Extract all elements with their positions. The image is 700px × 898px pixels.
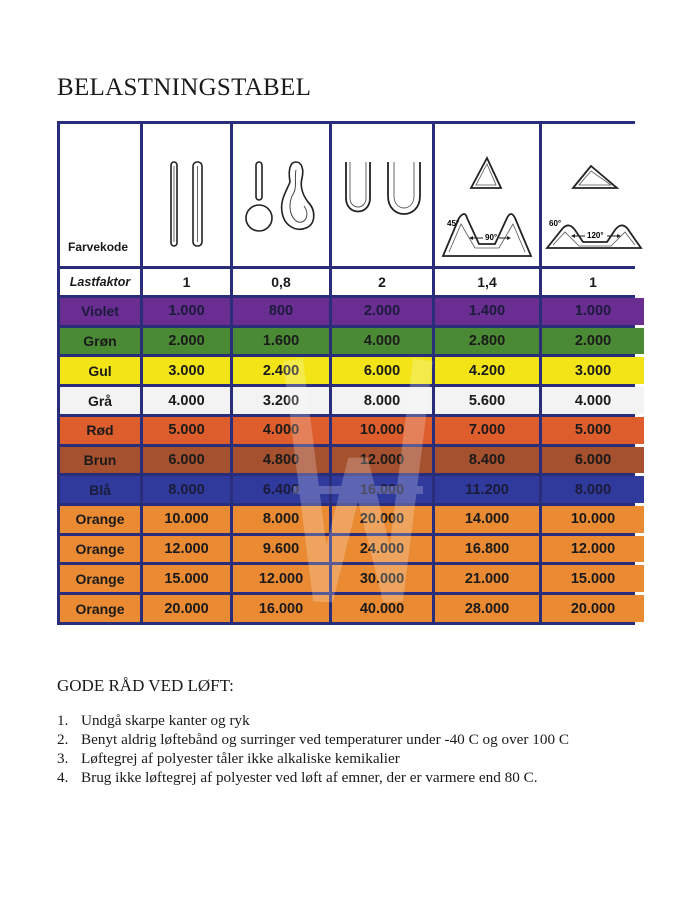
load-value: 12.000 [542, 536, 644, 563]
load-value: 4.000 [143, 387, 230, 414]
lastfaktor-value: 1 [542, 269, 644, 295]
lastfaktor-value: 1,4 [435, 269, 539, 295]
triangle-60-120-icon [543, 148, 643, 266]
color-name: Grå [60, 387, 140, 414]
load-value: 11.200 [435, 476, 539, 503]
angle-90-label: 90° [485, 233, 498, 243]
load-value: 30.000 [332, 565, 432, 592]
color-name: Orange [60, 536, 140, 563]
load-value: 8.000 [233, 506, 329, 533]
angle-60-120-cell [542, 124, 644, 266]
load-value: 16.000 [233, 595, 329, 622]
color-row [60, 298, 644, 325]
load-value: 3.200 [233, 387, 329, 414]
load-value: 6.000 [332, 357, 432, 384]
load-value: 3.000 [542, 357, 644, 384]
basket-lift-cell [332, 124, 432, 266]
angle-120-label: 120° [587, 231, 604, 241]
load-value: 20.000 [332, 506, 432, 533]
load-value: 16.000 [332, 476, 432, 503]
color-row [60, 476, 644, 503]
load-value: 28.000 [435, 595, 539, 622]
load-value: 3.000 [143, 357, 230, 384]
color-row [60, 328, 644, 355]
color-name: Orange [60, 595, 140, 622]
page-title: BELASTNINGSTABEL [57, 74, 312, 101]
color-row [60, 565, 644, 592]
color-row [60, 536, 644, 563]
load-value: 1.400 [435, 298, 539, 325]
color-name: Rød [60, 417, 140, 444]
icon-header-row [60, 124, 644, 266]
load-value: 1.000 [143, 298, 230, 325]
advice-item: 1. Undgå skarpe kanter og ryk [57, 712, 250, 729]
load-value: 12.000 [143, 536, 230, 563]
lastfaktor-value: 0,8 [233, 269, 329, 295]
color-name: Blå [60, 476, 140, 503]
load-value: 2.000 [542, 328, 644, 355]
load-value: 15.000 [542, 565, 644, 592]
farvekode-header: Farvekode [60, 124, 140, 266]
load-value: 2.400 [233, 357, 329, 384]
load-value: 10.000 [542, 506, 644, 533]
color-name: Violet [60, 298, 140, 325]
lastfaktor-value: 2 [332, 269, 432, 295]
advice-heading: GODE RÅD VED LØFT: [57, 676, 234, 695]
load-value: 5.600 [435, 387, 539, 414]
load-value: 5.000 [143, 417, 230, 444]
lastfaktor-label: Lastfaktor [60, 269, 140, 295]
color-row [60, 506, 644, 533]
angle-45-label: 45° [447, 219, 460, 229]
color-name: Brun [60, 447, 140, 474]
color-row [60, 595, 644, 622]
advice-item: 2. Benyt aldrig løftebånd og surringer ved temperaturer under -40 C og over 100 C [57, 731, 569, 748]
load-value: 24.000 [332, 536, 432, 563]
color-row [60, 387, 644, 414]
load-value: 8.000 [332, 387, 432, 414]
load-value: 7.000 [435, 417, 539, 444]
load-value: 1.000 [542, 298, 644, 325]
load-value: 15.000 [143, 565, 230, 592]
load-value: 9.600 [233, 536, 329, 563]
load-value: 14.000 [435, 506, 539, 533]
load-value: 5.000 [542, 417, 644, 444]
load-value: 4.000 [542, 387, 644, 414]
triangle-45-90-icon [437, 148, 537, 266]
load-value: 21.000 [435, 565, 539, 592]
load-value: 800 [233, 298, 329, 325]
load-value: 40.000 [332, 595, 432, 622]
load-table-frame [57, 121, 635, 625]
color-row [60, 447, 644, 474]
load-value: 2.000 [332, 298, 432, 325]
load-table [57, 121, 647, 625]
load-value: 10.000 [332, 417, 432, 444]
load-value: 16.800 [435, 536, 539, 563]
advice-item: 4. Brug ikke løftegrej af polyester ved løft af emner, der er varmere end 80 C. [57, 769, 538, 786]
angle-45-90-cell [435, 124, 539, 266]
load-value: 6.400 [233, 476, 329, 503]
load-value: 2.000 [143, 328, 230, 355]
choke-lift-cell [233, 124, 329, 266]
load-value: 1.600 [233, 328, 329, 355]
load-value: 6.000 [542, 447, 644, 474]
straight-lift-icon [157, 148, 217, 266]
lastfaktor-value: 1 [143, 269, 230, 295]
load-value: 6.000 [143, 447, 230, 474]
load-value: 20.000 [542, 595, 644, 622]
basket-lift-icon [334, 148, 430, 266]
load-value: 4.000 [332, 328, 432, 355]
color-row [60, 357, 644, 384]
load-value: 4.200 [435, 357, 539, 384]
load-value: 12.000 [233, 565, 329, 592]
load-value: 12.000 [332, 447, 432, 474]
load-value: 8.000 [143, 476, 230, 503]
load-value: 4.800 [233, 447, 329, 474]
load-value: 8.400 [435, 447, 539, 474]
load-value: 20.000 [143, 595, 230, 622]
color-name: Orange [60, 506, 140, 533]
advice-item: 3. Løftegrej af polyester tåler ikke alkaliske kemikalier [57, 750, 400, 767]
color-name: Gul [60, 357, 140, 384]
color-row [60, 417, 644, 444]
angle-60-label: 60° [549, 219, 562, 229]
load-value: 8.000 [542, 476, 644, 503]
load-value: 2.800 [435, 328, 539, 355]
color-name: Orange [60, 565, 140, 592]
choke-lift-icon [236, 148, 326, 266]
straight-lift-cell [143, 124, 230, 266]
color-name: Grøn [60, 328, 140, 355]
load-value: 4.000 [233, 417, 329, 444]
load-value: 10.000 [143, 506, 230, 533]
lastfaktor-row [60, 269, 644, 295]
advice-list [57, 711, 569, 787]
